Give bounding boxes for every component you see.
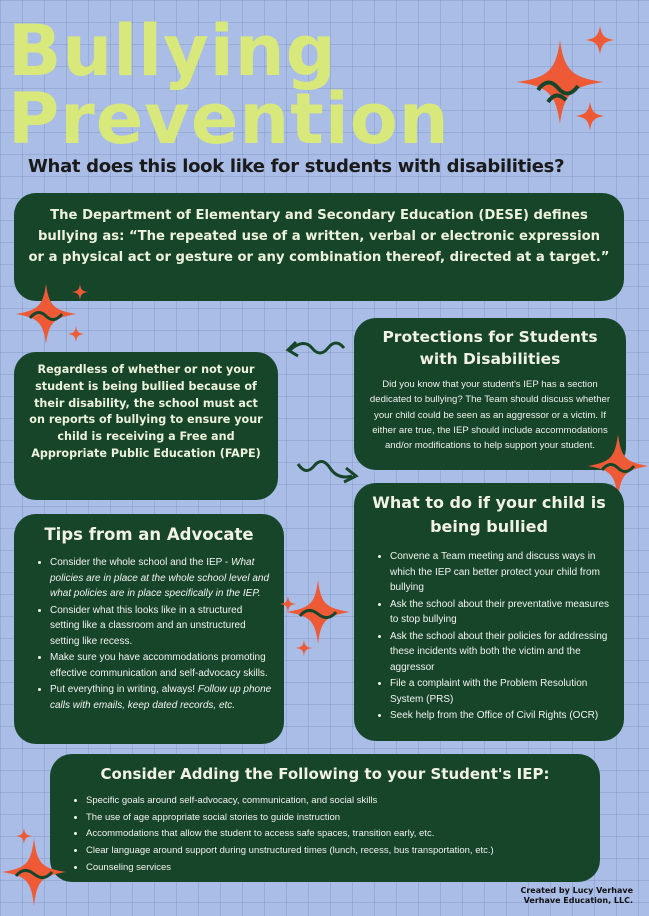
list-item	[50, 650, 274, 681]
list-item: • Counseling services	[86, 860, 588, 876]
left-callout-panel	[14, 352, 278, 500]
definition-panel	[14, 193, 624, 301]
list-item: • Clear language around support during unstructured times (lunch, recess, bus transportation, etc.)	[86, 843, 588, 859]
sparkle-star-icon	[278, 578, 358, 658]
footer-credit	[520, 886, 633, 906]
what-to-do-list	[364, 549, 614, 724]
definition-text: The Department of Elementary and Secondary Education (DESE) defines bullying as: “The repeated use of a written, verbal or electronic expression or a physical act or gesture or any combination thereof, directed at a target.”	[28, 208, 610, 266]
tip-text: Consider the whole school and the IEP -	[50, 557, 232, 569]
squiggle-arrow-icon	[282, 334, 352, 364]
squiggle-arrow-icon	[294, 456, 364, 486]
protections-heading: Protections for Students with Disabilities	[382, 328, 598, 369]
list-item: • Ask the school about their preventative measures to stop bullying	[390, 597, 614, 628]
sparkle-star-icon	[508, 20, 628, 150]
list-item	[50, 682, 274, 713]
tips-heading: Tips from an Advocate	[44, 525, 254, 544]
list-item: • The use of age appropriate social stories to guide instruction	[86, 810, 588, 826]
title-line-2: Prevention	[8, 78, 450, 160]
list-item	[50, 603, 274, 650]
title-line-1: Bullying	[8, 10, 337, 92]
subtitle: What does this look like for students with disabilities?	[28, 156, 565, 177]
tip-text: Consider what this looks like in a structured setting like a classroom and an unstructured setting like recess.	[50, 604, 246, 647]
list-item: • File a complaint with the Problem Resolution System (PRS)	[390, 676, 614, 707]
sparkle-star-icon	[16, 280, 96, 360]
list-item: • Specific goals around self-advocacy, communication, and social skills	[86, 793, 588, 809]
protections-panel	[354, 318, 626, 470]
sparkle-star-icon	[0, 826, 80, 916]
tip-italic: Follow up phone calls with emails, keep dated records, etc.	[50, 684, 272, 711]
list-item: • Seek help from the Office of Civil Rights (OCR)	[390, 708, 614, 724]
left-callout-text: Regardless of whether or not your student is being bullied because of their disability, the school must act on reports of bullying to ensure your child is receiving a Free and Appropriate Public Education (FAPE)	[29, 363, 263, 460]
tip-text: Make sure you have accommodations promoting effective communication and self-advocacy skills.	[50, 652, 268, 679]
tip-text: Put everything in writing, always!	[50, 684, 198, 696]
list-item: • Convene a Team meeting and discuss ways in which the IEP can better protect your child from bullying	[390, 549, 614, 596]
list-item: • Accommodations that allow the student to access safe spaces, transition early, etc.	[86, 826, 588, 842]
footer-company: Verhave Education, LLC.	[523, 896, 633, 905]
consider-panel	[50, 754, 600, 882]
consider-heading: Consider Adding the Following to your Student's IEP:	[100, 765, 550, 783]
what-to-do-heading: What to do if your child is being bullied	[372, 493, 606, 536]
tips-panel	[14, 514, 284, 744]
list-item	[50, 555, 274, 602]
protections-body: Did you know that your student's IEP has a section dedicated to bullying? The Team should discuss whether your child could be seen as an aggressor or a victim. If either are true, the IEP should include accommodations and/or modifications to help support your student.	[369, 378, 611, 452]
consider-list	[62, 793, 588, 875]
what-to-do-panel	[354, 483, 624, 741]
list-item: • Ask the school about their policies for addressing these incidents with both the victim and the aggressor	[390, 629, 614, 676]
tip-italic: What policies are in place at the whole school level and what policies are in place specifically in the IEP.	[50, 557, 270, 600]
footer-author: Created by Lucy Verhave	[520, 886, 633, 895]
tips-list	[24, 555, 274, 713]
